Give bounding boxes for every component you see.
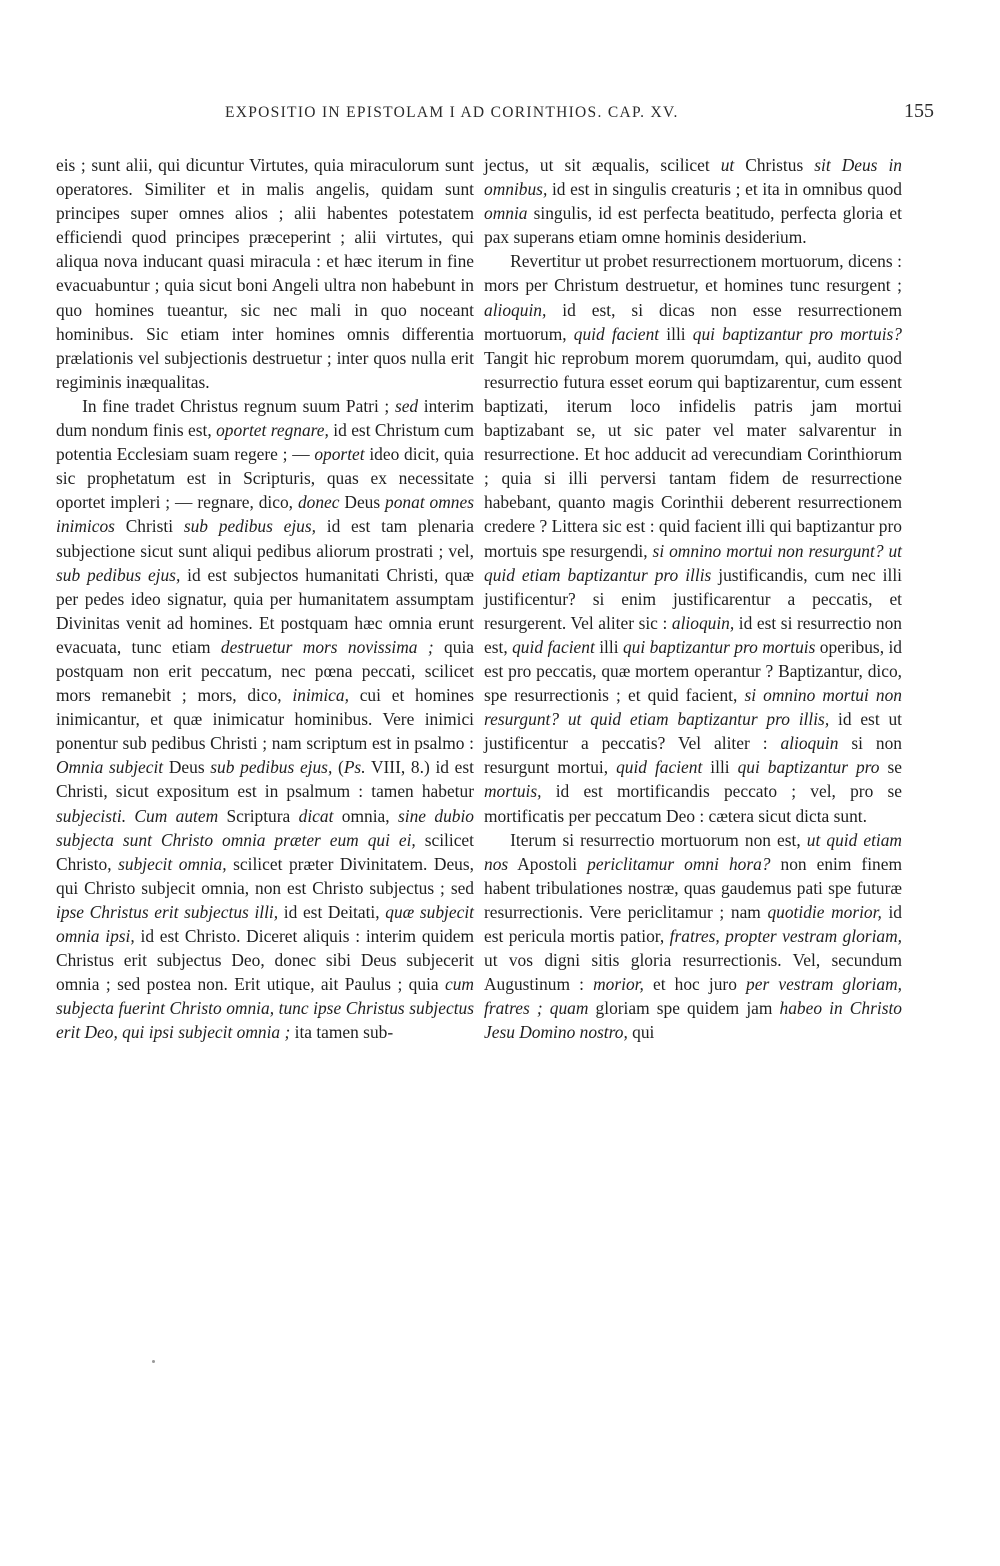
text-run: id est ut justificentur a peccatis? Vel aliter : [484, 709, 902, 754]
text-run: id est tam plenaria subjectione sicut sunt aliqui pedibus aliorum prostrati ; vel, [56, 516, 474, 561]
italic-text: sed [394, 395, 419, 416]
running-title: EXPOSITIO IN EPISTOLAM I AD CORINTHIOS. CAP. XV. [225, 104, 679, 121]
text-run: In fine tradet Christus regnum suum Patri ; [82, 395, 395, 416]
text-run: gloriam spe quidem jam [588, 998, 780, 1019]
text-run: interim dum nondum finis est, [56, 395, 475, 441]
text-run: ut vos digni sitis gloria resurrectionis. Vel, secundum Augustinum : [484, 950, 902, 995]
italic-text: subjecit omnia, [118, 853, 227, 874]
italic-text: cum subjecta fuerint Christo omnia, tunc ipse Christus subjectus erit Deo, qui ipsi subjecit omnia ; [56, 974, 474, 1043]
paragraph [484, 828, 902, 1045]
text-run: Christus [734, 155, 815, 175]
text-run: Deus [339, 492, 386, 513]
text-run: VIII, 8.) id est Christi, sicut expositum est in psalmum : tamen habetur [56, 757, 475, 802]
italic-text: morior, [593, 974, 644, 995]
text-run: scilicet Christo, [56, 829, 474, 874]
italic-text: omnia [484, 203, 528, 224]
italic-text: sub pedibus ejus, [56, 564, 181, 585]
italic-text: qui baptizantur pro [737, 757, 880, 778]
text-run: id est Christo. Diceret aliquis : interim quidem Christus erit subjectus Deo, donec sibi Deus subjecerit omnia ; sed postea non. Erit utique, ait Paulus ; quia [56, 926, 474, 995]
italic-text: sine dubio subjecta sunt Christo omnia præter eum qui ei, [56, 805, 474, 850]
italic-text: Ps. [343, 757, 366, 778]
italic-text: quotidie morior, [767, 901, 882, 922]
text-run: Iterum si resurrectio mortuorum non est, [510, 829, 807, 850]
text-run: justificandis, cum nec illi justificentur? si enim justificarentur a peccatis, et resurgerent. Vel aliter sic : [484, 564, 902, 633]
text-run: id est Deitati, [278, 901, 386, 922]
text-run: id est mortificandis peccato ; vel, pro se mortificatis per peccatum Deo : cætera sicut dicta sunt. [484, 781, 902, 826]
text-run: Deus [163, 757, 211, 778]
text-run: id est Christum cum potentia Ecclesiam suam regere ; — [56, 420, 474, 465]
text-run: se [879, 757, 902, 778]
text-run: singulis, id est perfecta beatitudo, perfecta gloria et pax superans etiam omne hominis desiderium. [484, 203, 902, 248]
text-run: id est subjectos humanitati Christi, quæ per pedes ideo signatur, quia per humanitatem assumptam Divinitas venit ad homines. Et postquam hæc omnia erunt evacuata, tunc etiam [56, 564, 474, 657]
text-run: si non resurgunt mortui, [484, 733, 902, 778]
italic-text: quid facient [512, 636, 595, 657]
page-number: 155 [904, 100, 934, 122]
paragraph [56, 394, 474, 1045]
italic-text: mortuis, [484, 781, 542, 802]
text-run: eis ; sunt alii, qui dicuntur Virtutes, quia miraculorum sunt operatores. Similiter et in malis angelis, quidam sunt principes super omnes alios ; alii habentes potestatem efficiendi quod principes præceperint ; alii virtutes, qui aliqua nova inducant quasi miracula : et hæc iterum in fine evacuabuntur ; quia sicut boni Angeli ultra non habebunt in quo homines tueantur, sic nec mali in quo noceant hominibus. Sic etiam inter homines omnis differentia prælationis vel subjectionis destruetur ; inter quos nulla erit regiminis inæqualitas. [56, 155, 474, 392]
text-run: operibus, id est pro peccatis, quæ mortem operantur ? Baptizantur, dico, spe resurrectionis ; et quid facient, [484, 636, 903, 706]
italic-text: sub pedibus ejus, [210, 757, 333, 778]
text-run: illi [702, 757, 738, 778]
text-run: id est si resurrectio non est, [484, 612, 902, 657]
text-run: id est, si dicas non esse resurrectionem mortuorum, [484, 299, 902, 344]
text-run: ( [332, 757, 344, 778]
text-run: omnia, [333, 805, 398, 826]
italic-text: alioquin, [484, 299, 547, 320]
italic-text: si omnino mortui non resurgunt? ut quid etiam baptizantur pro illis, [484, 685, 902, 730]
italic-text: ipse Christus erit subjectus illi, [56, 901, 279, 922]
italic-text: ut [720, 155, 735, 175]
text-run: quia postquam non erit peccatum, nec pœna peccati, scilicet mors remanebit ; mors, dico, [56, 636, 474, 706]
text-run: scilicet præter Divinitatem. Deus, qui Christo subjecit omnia, non est Christo subjectus ; sed [56, 853, 474, 898]
italic-text: si omnino mortui non resurgunt? ut quid etiam baptizantur pro illis [484, 540, 902, 585]
text-run: id est in singulis creaturis ; et ita in omnibus quod [547, 179, 902, 200]
italic-text: quid facient [616, 757, 703, 778]
italic-text: Omnia subjecit [56, 757, 164, 778]
italic-text: quæ subjecit omnia ipsi, [56, 901, 474, 946]
text-run: Revertitur ut probet resurrectionem mortuorum, dicens : mors per Christum destruetur, et homines tunc resurgent ; [484, 251, 902, 296]
text-run: Apostoli [508, 853, 588, 874]
speck [152, 1360, 155, 1363]
italic-text: ponat omnes inimicos [56, 492, 474, 537]
text-run: non enim finem habent tribulationes nostræ, quas gaudemus pati spe futuræ resurrectionis. Vere periclitamur ; nam [484, 853, 902, 922]
italic-text: oportet regnare, [216, 420, 329, 441]
italic-text: per vestram gloriam, fratres ; quam [484, 974, 902, 1019]
text-run: Tangit hic reprobum morem quorumdam, qui, audito quod resurrectio futura esset eorum qui baptizarentur, cum essent baptizati, iterum loco infidelis patris jam mortui baptizabant se, ut sic pater vel mater salvarentur in resurrectione. Et hoc adducit ad verecundiam Corinthiorum ; quia si illi perversi tantam fidem de resurrectione habebant, quanto magis Corinthii deberent resurrectionem credere ? Littera sic est : quid facient illi qui baptizantur pro mortuis spe resurgendi, [484, 347, 902, 561]
left-column [56, 153, 474, 1044]
italic-text: oportet [314, 444, 365, 465]
italic-text: alioquin [780, 733, 839, 754]
italic-text: donec [297, 492, 340, 513]
italic-text: quid facient [573, 323, 660, 344]
text-run: jectus, ut sit æqualis, scilicet [484, 155, 721, 175]
text-run: qui [627, 1022, 655, 1043]
italic-text: qui baptizantur pro mortuis? [692, 323, 902, 344]
paragraph [484, 153, 902, 249]
text-run: illi [594, 636, 623, 657]
italic-text: alioquin, [671, 612, 735, 633]
page-header [60, 100, 934, 132]
italic-text: habeo in Christo Jesu Domino nostro, [484, 998, 902, 1043]
right-column [484, 153, 902, 1044]
text-run: Christi [114, 516, 184, 537]
paragraph [484, 249, 902, 827]
italic-text: ut quid etiam nos [484, 829, 902, 874]
text-run: ita tamen sub- [290, 1022, 394, 1043]
italic-text: qui baptizantur pro mortuis [622, 636, 816, 657]
text-run: et hoc juro [643, 974, 747, 995]
text-run: Scriptura [218, 805, 299, 826]
text-run: ideo dicit, quia sic prophetatum est in Scripturis, quas ex necessitate oportet impleri ; — regnare, dico, [56, 444, 474, 513]
italic-text: periclitamur omni hora? [587, 853, 771, 874]
text-run: id est pericula mortis patior, [484, 901, 902, 946]
italic-text: subjecisti. Cum autem [56, 805, 219, 826]
italic-text: dicat [298, 805, 334, 826]
italic-text: fratres, propter vestram gloriam, [669, 926, 902, 946]
paragraph [56, 153, 474, 394]
text-run: cui et homines inimicantur, et quæ inimicatur hominibus. Vere inimici ponentur sub pedibus Christi ; nam scriptum est in psalmo : [56, 685, 474, 754]
text-run: illi [659, 323, 693, 344]
italic-text: inimica, [292, 685, 349, 706]
italic-text: sit Deus in omnibus, [484, 155, 902, 200]
italic-text: destruetur mors novissima ; [220, 636, 434, 657]
italic-text: sub pedibus ejus, [183, 516, 316, 537]
